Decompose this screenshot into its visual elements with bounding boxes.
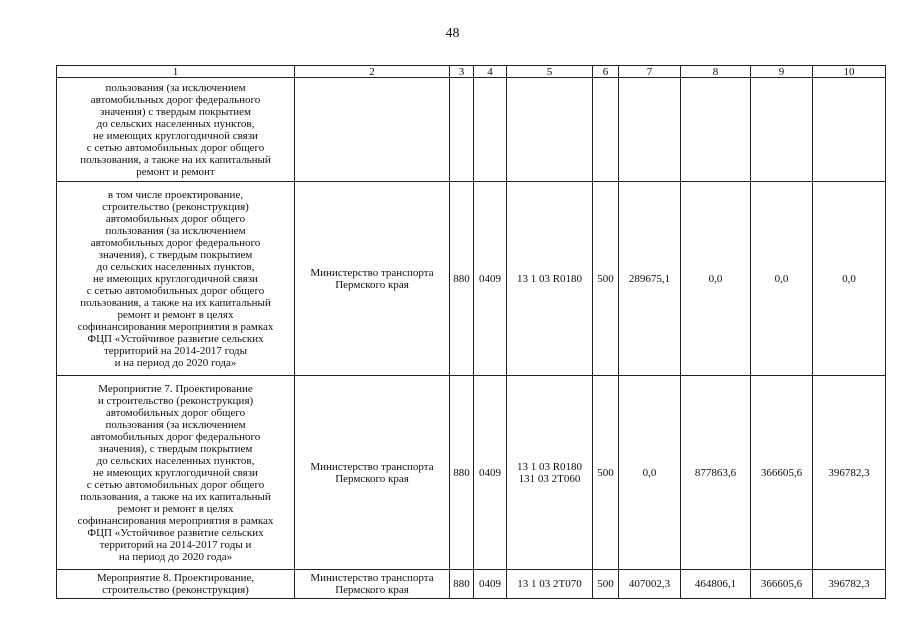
row-csr: 13 1 03 2Т070 bbox=[507, 570, 593, 599]
row-value-col7: 0,0 bbox=[619, 376, 681, 570]
row-csr: 13 1 03 R0180 bbox=[507, 182, 593, 376]
row-vr: 500 bbox=[593, 182, 619, 376]
table-row bbox=[57, 182, 886, 376]
row-grbs: 880 bbox=[450, 570, 474, 599]
row-executor: Министерство транспорта Пермского края bbox=[295, 570, 450, 599]
table-row bbox=[57, 570, 886, 599]
row-value-col9 bbox=[751, 78, 813, 182]
table-row bbox=[57, 78, 886, 182]
row-executor bbox=[295, 78, 450, 182]
header-col-5: 5 bbox=[507, 66, 593, 78]
row-value-col7: 407002,3 bbox=[619, 570, 681, 599]
row-value-col8: 0,0 bbox=[681, 182, 751, 376]
page-number: 48 bbox=[445, 26, 460, 41]
row-value-col8 bbox=[681, 78, 751, 182]
row-grbs bbox=[450, 78, 474, 182]
row-description: в том числе проектирование, строительство (реконструкция) автомобильных дорог общего пользования (за исключением автомобильных дорог федерального значения), с твердым покрытием до сельских населенных пунктов, не имеющих круглогодичной связи с сетью автомобильных дорог общего пользования, а также на их капитальный ремонт и ремонт в целях софинансирования мероприятия в рамках ФЦП «Устойчивое развитие сельских территорий на 2014-2017 годы и на период до 2020 года» bbox=[57, 182, 295, 376]
row-value-col7: 289675,1 bbox=[619, 182, 681, 376]
header-col-8: 8 bbox=[681, 66, 751, 78]
row-section bbox=[474, 78, 507, 182]
row-grbs: 880 bbox=[450, 376, 474, 570]
row-description: Мероприятие 7. Проектирование и строительство (реконструкция) автомобильных дорог общего пользования (за исключением автомобильных дорог федерального значения), с твердым покрытием до сельских населенных пунктов, не имеющих круглогодичной связи с сетью автомобильных дорог общего пользования, а также на их капитальный ремонт и ремонт в целях софинансирования мероприятия в рамках ФЦП «Устойчивое развитие сельских территорий на 2014-2017 годы и на период до 2020 года» bbox=[57, 376, 295, 570]
row-value-col9: 366605,6 bbox=[751, 570, 813, 599]
header-col-9: 9 bbox=[751, 66, 813, 78]
row-vr bbox=[593, 78, 619, 182]
header-col-2: 2 bbox=[295, 66, 450, 78]
row-value-col10: 396782,3 bbox=[813, 570, 886, 599]
row-section: 0409 bbox=[474, 182, 507, 376]
header-col-7: 7 bbox=[619, 66, 681, 78]
header-col-4: 4 bbox=[474, 66, 507, 78]
row-value-col8: 877863,6 bbox=[681, 376, 751, 570]
row-section: 0409 bbox=[474, 570, 507, 599]
row-csr bbox=[507, 78, 593, 182]
row-executor: Министерство транспорта Пермского края bbox=[295, 376, 450, 570]
row-csr: 13 1 03 R0180 131 03 2Т060 bbox=[507, 376, 593, 570]
row-value-col7 bbox=[619, 78, 681, 182]
row-value-col8: 464806,1 bbox=[681, 570, 751, 599]
row-executor: Министерство транспорта Пермского края bbox=[295, 182, 450, 376]
header-col-6: 6 bbox=[593, 66, 619, 78]
row-value-col10 bbox=[813, 78, 886, 182]
header-row bbox=[57, 66, 886, 78]
row-description: пользования (за исключением автомобильных дорог федерального значения) с твердым покрытием до сельских населенных пунктов, не имеющих круглогодичной связи с сетью автомобильных дорог общего пользования, а также на их капитальный ремонт и ремонт bbox=[57, 78, 295, 182]
row-section: 0409 bbox=[474, 376, 507, 570]
row-vr: 500 bbox=[593, 570, 619, 599]
header-col-3: 3 bbox=[450, 66, 474, 78]
row-value-col10: 0,0 bbox=[813, 182, 886, 376]
budget-table bbox=[56, 65, 886, 599]
row-value-col9: 0,0 bbox=[751, 182, 813, 376]
row-value-col9: 366605,6 bbox=[751, 376, 813, 570]
row-grbs: 880 bbox=[450, 182, 474, 376]
row-description: Мероприятие 8. Проектирование, строительство (реконструкция) bbox=[57, 570, 295, 599]
header-col-10: 10 bbox=[813, 66, 886, 78]
row-value-col10: 396782,3 bbox=[813, 376, 886, 570]
row-vr: 500 bbox=[593, 376, 619, 570]
header-col-1: 1 bbox=[57, 66, 295, 78]
table-row bbox=[57, 376, 886, 570]
